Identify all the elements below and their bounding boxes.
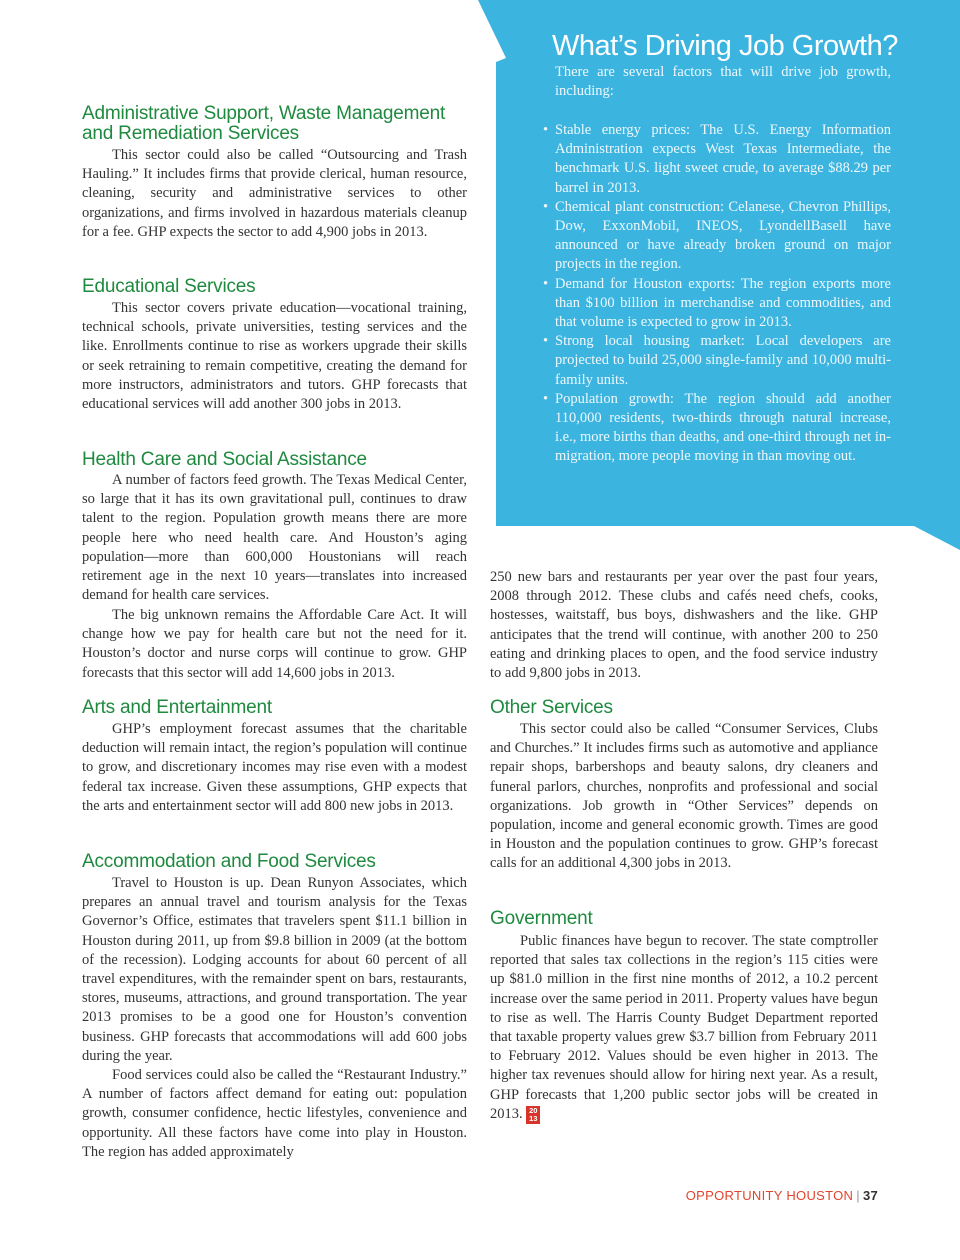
- government-body: [490, 932, 878, 1124]
- end-mark-icon: [526, 1106, 540, 1124]
- education-body: This sector covers private education—vocational training, technical schools, private universities, testing services and the like. Enrollments continue to rise as workers upgrade their skills or seek retraining to remain competitive, creating the demand for more instructors, administrators and tutors. GHP forecasts that educational services will add another 300 jobs in 2013.: [82, 300, 467, 413]
- accommodation-heading: Accommodation and Food Services: [82, 851, 376, 872]
- health-body-1: A number of factors feed growth. The Texas Medical Center, so large that it has its own gravitational pull, continues to draw talent to the region. Population growth means there are more people here who need health care. And Houston’s aging population—more than 600,000 Houstonians will reach retirement age in the next 10 years—translates into increased demand for health care services.: [82, 472, 467, 604]
- sidebar-list: [543, 121, 891, 467]
- list-item: [543, 121, 891, 198]
- list-item: [543, 198, 891, 275]
- list-item: [543, 390, 891, 467]
- bullet-icon: •: [543, 198, 549, 215]
- list-item-text: Population growth: The region should add another 110,000 residents, two-thirds through natural increase, i.e., more births than deaths, and one-third through net in-migration, more people moving in than moving out.: [555, 390, 891, 465]
- accommodation-body-1: Travel to Houston is up. Dean Runyon Associates, which prepares an annual travel and tourism analysis for the Texas Governor’s Office, estimates that travelers spent $11.1 billion in Houston during 2011, up from $9.8 billion in 2009 (at the bottom of the recession). Lodging accounts for about 60 percent of all travel expenditures, with the remainder spent on bars, restaurants, stores, museums, attractions, and ground transportation. The year 2013 promises to be a good one for Houston’s convention business. GHP forecasts that accommodations will add 600 jobs during the year.: [82, 875, 467, 1064]
- sidebar-title: What’s Driving Job Growth?: [552, 30, 898, 62]
- job-growth-sidebar: [478, 0, 960, 550]
- bullet-icon: •: [543, 390, 549, 407]
- bullet-icon: •: [543, 333, 549, 350]
- bullet-icon: •: [543, 122, 549, 138]
- government-body-text: Public finances have begun to recover. The state comptroller reported that sales tax collections in the region’s 115 cities were up $81.0 million in the first nine months of 2012, a 10.2 percent increase over the same period in 2011. Property values have begun to rise as well. The Harris County Budget Department reported that taxable property values grew $3.7 billion from February 2011 to February 2012. Values should be even higher in 2013. The higher tax revenues should allow for hiring next year. As a result, GHP forecasts that 1,200 public sector jobs will be created in 2013.: [490, 933, 878, 1122]
- list-item-text: Strong local housing market: Local developers are projected to build 25,000 single-family and 10,000 multi-family units.: [555, 333, 891, 388]
- list-item-text: Stable energy prices: The U.S. Energy Information Administration expects West Texas Intermediate, the benchmark U.S. light sweet crude, to average $88.29 per barrel in 2013.: [555, 122, 891, 196]
- admin-body: This sector could also be called “Outsourcing and Trash Hauling.” It includes firms that provide clerical, human resource, cleaning, security and administrative services to other organizations, and firms involved in hazardous materials cleanup for a fee. GHP expects the sector to add 4,900 jobs in 2013.: [82, 147, 467, 240]
- list-item-text: Chemical plant construction: Celanese, Chevron Phillips, Dow, ExxonMobil, INEOS, LyondellBasell have announced or have already broken ground on major projects in the region.: [555, 198, 891, 273]
- arts-body: GHP’s employment forecast assumes that the charitable deduction will remain intact, the region’s population will continue to grow, and discretionary incomes may rise even with a modest federal tax increase. Given these assumptions, GHP expects that the arts and entertainment sector will add 800 new jobs in 2013.: [82, 721, 467, 814]
- list-item: [543, 332, 891, 390]
- bullet-icon: •: [543, 275, 549, 292]
- list-item: [543, 275, 891, 333]
- accommodation-body-2: Food services could also be called the “Restaurant Industry.” A number of factors affect demand for eating out: population growth, consumer confidence, hectic lifestyles, convenience and opportunity. All these factors have come into play in Houston. The region has added approximately: [82, 1067, 467, 1160]
- page-footer: [686, 1188, 878, 1203]
- page-number: 37: [862, 1188, 878, 1203]
- health-body-2: The big unknown remains the Affordable Care Act. It will change how we pay for health care but not the need for it. Houston’s doctor and nurse corps will continue to grow. GHP forecasts that this sector will add 14,600 jobs in 2013.: [82, 607, 467, 681]
- publication-name: OPPORTUNITY HOUSTON: [685, 1188, 854, 1203]
- other-heading: Other Services: [490, 697, 613, 718]
- arts-heading: Arts and Entertainment: [82, 697, 272, 718]
- other-body: This sector could also be called “Consumer Services, Clubs and Churches.” It includes firms such as automotive and appliance repair shops, barbershops and beauty salons, dry cleaners and funeral parlors, churches, nonprofits and professional and social organizations. Job growth in “Other Services” depends on population, income and general economic growth. Times are good in Houston and the population continues to grow. GHP’s forecast calls for an additional 4,300 jobs in 2013.: [490, 721, 878, 872]
- end-mark-top: 20: [529, 1105, 538, 1115]
- footer-separator: |: [856, 1188, 860, 1203]
- education-heading: Educational Services: [82, 276, 256, 297]
- health-heading: Health Care and Social Assistance: [82, 449, 367, 470]
- list-item-text: Demand for Houston exports: The region exports more than $100 billion in merchandise and commodities, and that volume is expected to grow in 2013.: [555, 275, 891, 331]
- sidebar-intro: There are several factors that will drive job growth, including:: [555, 64, 891, 100]
- end-mark-bottom: 13: [529, 1113, 538, 1123]
- government-heading: Government: [490, 908, 593, 929]
- accommodation-continued: 250 new bars and restaurants per year over the past four years, 2008 through 2012. These clubs and cafés need chefs, cooks, hostesses, waitstaff, bus boys, dishwashers and the like. GHP anticipates that the trend will continue, with another 200 to 250 eating and drinking places to open, and the food service industry to add 9,800 jobs in 2013.: [490, 569, 878, 682]
- admin-heading: Administrative Support, Waste Management and Remediation Services: [82, 103, 446, 144]
